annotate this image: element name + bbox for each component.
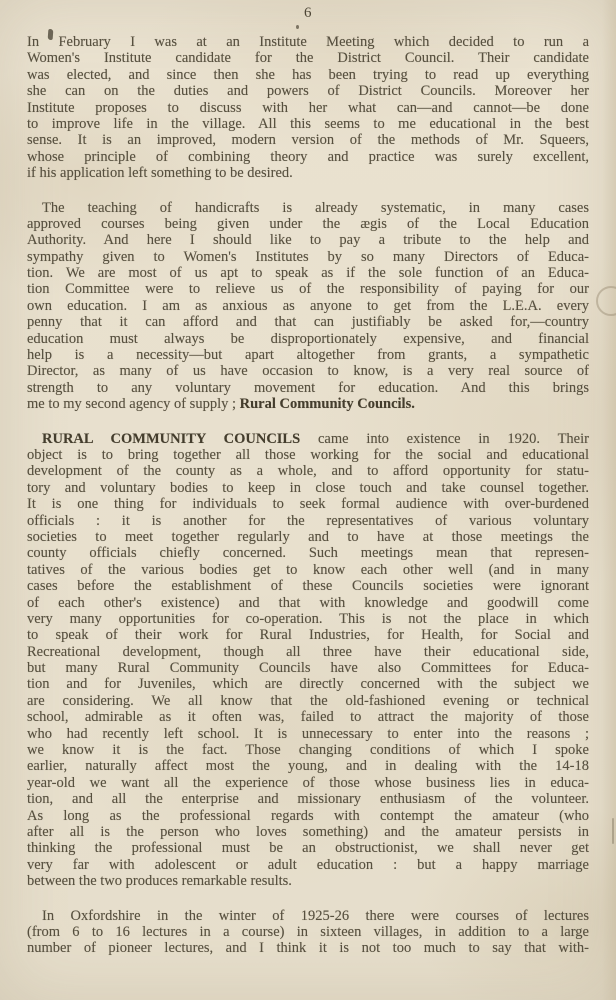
text-line: after all is the person who loves something) and the amateur persists in (27, 823, 589, 840)
text-line: county officials chiefly concerned. Such meetings mean that represen- (27, 545, 589, 562)
text-line: tory and voluntary bodies to keep in close touch and take counsel together. (27, 479, 589, 496)
text-line: penny that it can afford and that can justifiably be asked for,—country (27, 314, 589, 331)
text-line: was elected, and since then she has been trying to read up everything (27, 66, 589, 83)
text-line: Authority. And here I should like to pay a tribute to the help and (27, 232, 589, 249)
paragraph (27, 431, 589, 890)
paragraph (27, 34, 589, 182)
text-line: In Oxfordshire in the winter of 1925-26 there were courses of lectures (42, 907, 589, 924)
text-line: thinking the professional must be an obstructionist, we shall never get (27, 840, 589, 857)
text-line: who had recently left school. It is unnecessary to enter into the reasons ; (27, 725, 589, 742)
text-line: Women's Institute candidate for the District Council. Their candidate (27, 50, 589, 67)
paragraph (27, 908, 589, 957)
ring-stain-mark (596, 286, 616, 316)
paragraph (27, 200, 589, 413)
text-line: of each other's existence) and that with knowledge and goodwill come (27, 594, 589, 611)
text-line: number of pioneer lectures, and I think it is not too much to say that with- (27, 940, 589, 957)
text-line: between the two produces remarkable results. (27, 873, 292, 890)
text-line: strength to any voluntary movement for education. And this brings (27, 379, 589, 396)
text-line: to improve life in the village. All this seems to me educational in the best (27, 115, 589, 132)
text-line: It is one thing for individuals to seek formal audience with over-burdened (27, 496, 589, 513)
text-line: approved courses being given under the ægis of the Local Education (27, 215, 589, 232)
text-line: tion, and all the enterprise and missionary enthusiasm of the volunteer. (27, 791, 589, 808)
bold-text: Rural Community Councils. (239, 396, 415, 413)
text-line: Institute proposes to discuss with her what can—and cannot—be done (27, 99, 589, 116)
text-line: tion and for Juveniles, which are directly concerned with the subject we (27, 676, 589, 693)
text-line: As long as the professional regards with contempt the amateur (who (27, 807, 589, 824)
text-line: tion. We are most of us apt to speak as if the sole function of an Educa- (27, 265, 589, 282)
text-line: (from 6 to 16 lectures in a course) in sixteen villages, in addition to a large (27, 923, 589, 940)
text-line: societies to meet together regularly and to have at those meetings the (27, 528, 589, 545)
text-line: development of the county as a whole, and to afford opportunity for statu- (27, 463, 589, 480)
ink-speck-mark (296, 25, 299, 29)
text-line: year-old we want all the experience of those whose business lies in educa- (27, 774, 589, 791)
text-line (27, 431, 589, 447)
text-line: object is to bring together all those working for the social and educational (27, 446, 589, 463)
text-line: whose principle of combining theory and practice was surely excellent, (27, 148, 589, 165)
regular-text: me to my second agency of supply ; (27, 396, 240, 413)
text-line: own education. I am as anxious as anyone to get from the L.E.A. every (27, 297, 589, 314)
regular-text: came into existence in 1920. Their (300, 430, 589, 447)
text-line: very many opportunities for co-operation. This is not the place in which (27, 610, 589, 627)
text-line: In February I was at an Institute Meeting which decided to run a (27, 34, 589, 50)
text-line: earlier, naturally affect most the young, and in dealing with the 14-18 (27, 758, 589, 775)
text-line: The teaching of handicrafts is already systematic, in many cases (42, 199, 589, 216)
text-line: we know it is the fact. Those changing conditions of which I spoke (27, 742, 589, 759)
text-line: if his application left something to be desired. (27, 165, 293, 182)
text-line: she can on the duties and powers of District Councils. Moreover her (27, 83, 589, 100)
bold-text: RURAL COMMUNITY COUNCILS (42, 430, 301, 447)
page-number: 6 (304, 5, 312, 21)
text-line (27, 396, 589, 412)
text-line: but many Rural Community Councils have also Committees for Educa- (27, 660, 589, 677)
page-edge-shading (602, 0, 616, 1000)
page-text (27, 34, 589, 957)
text-line: help is a necessity—but apart altogether from grants, a sympathetic (27, 347, 589, 364)
text-line: school, admirable as it often was, failed to attract the majority of those (27, 709, 589, 726)
text-line: Recreational development, though all three have their educational side, (27, 643, 589, 660)
text-line: officials : it is another for the representatives of various voluntary (27, 512, 589, 529)
text-line: tion Committee were to relieve us of the responsibility of paying for our (27, 281, 589, 298)
text-line: sense. It is an improved, modern version of the methods of Mr. Squeers, (27, 132, 589, 149)
text-line: to speak of their work for Rural Industries, for Health, for Social and (27, 627, 589, 644)
text-line: very far with adolescent or adult education : but a happy marriage (27, 856, 589, 873)
text-line: are considering. We all know that the old-fashioned evening or technical (27, 692, 589, 709)
text-line: Director, as many of us have occasion to know, is a very real source of (27, 363, 589, 380)
edge-dash-mark (612, 818, 614, 844)
text-line: cases before the establishment of these Councils societies were ignorant (27, 578, 589, 595)
text-line: sympathy given to Women's Institutes by so many Directors of Educa- (27, 248, 589, 265)
text-line: tatives of the various bodies get to know each other well (and in many (27, 561, 589, 578)
text-line: education must always be disproportionately expensive, and financial (27, 330, 589, 347)
